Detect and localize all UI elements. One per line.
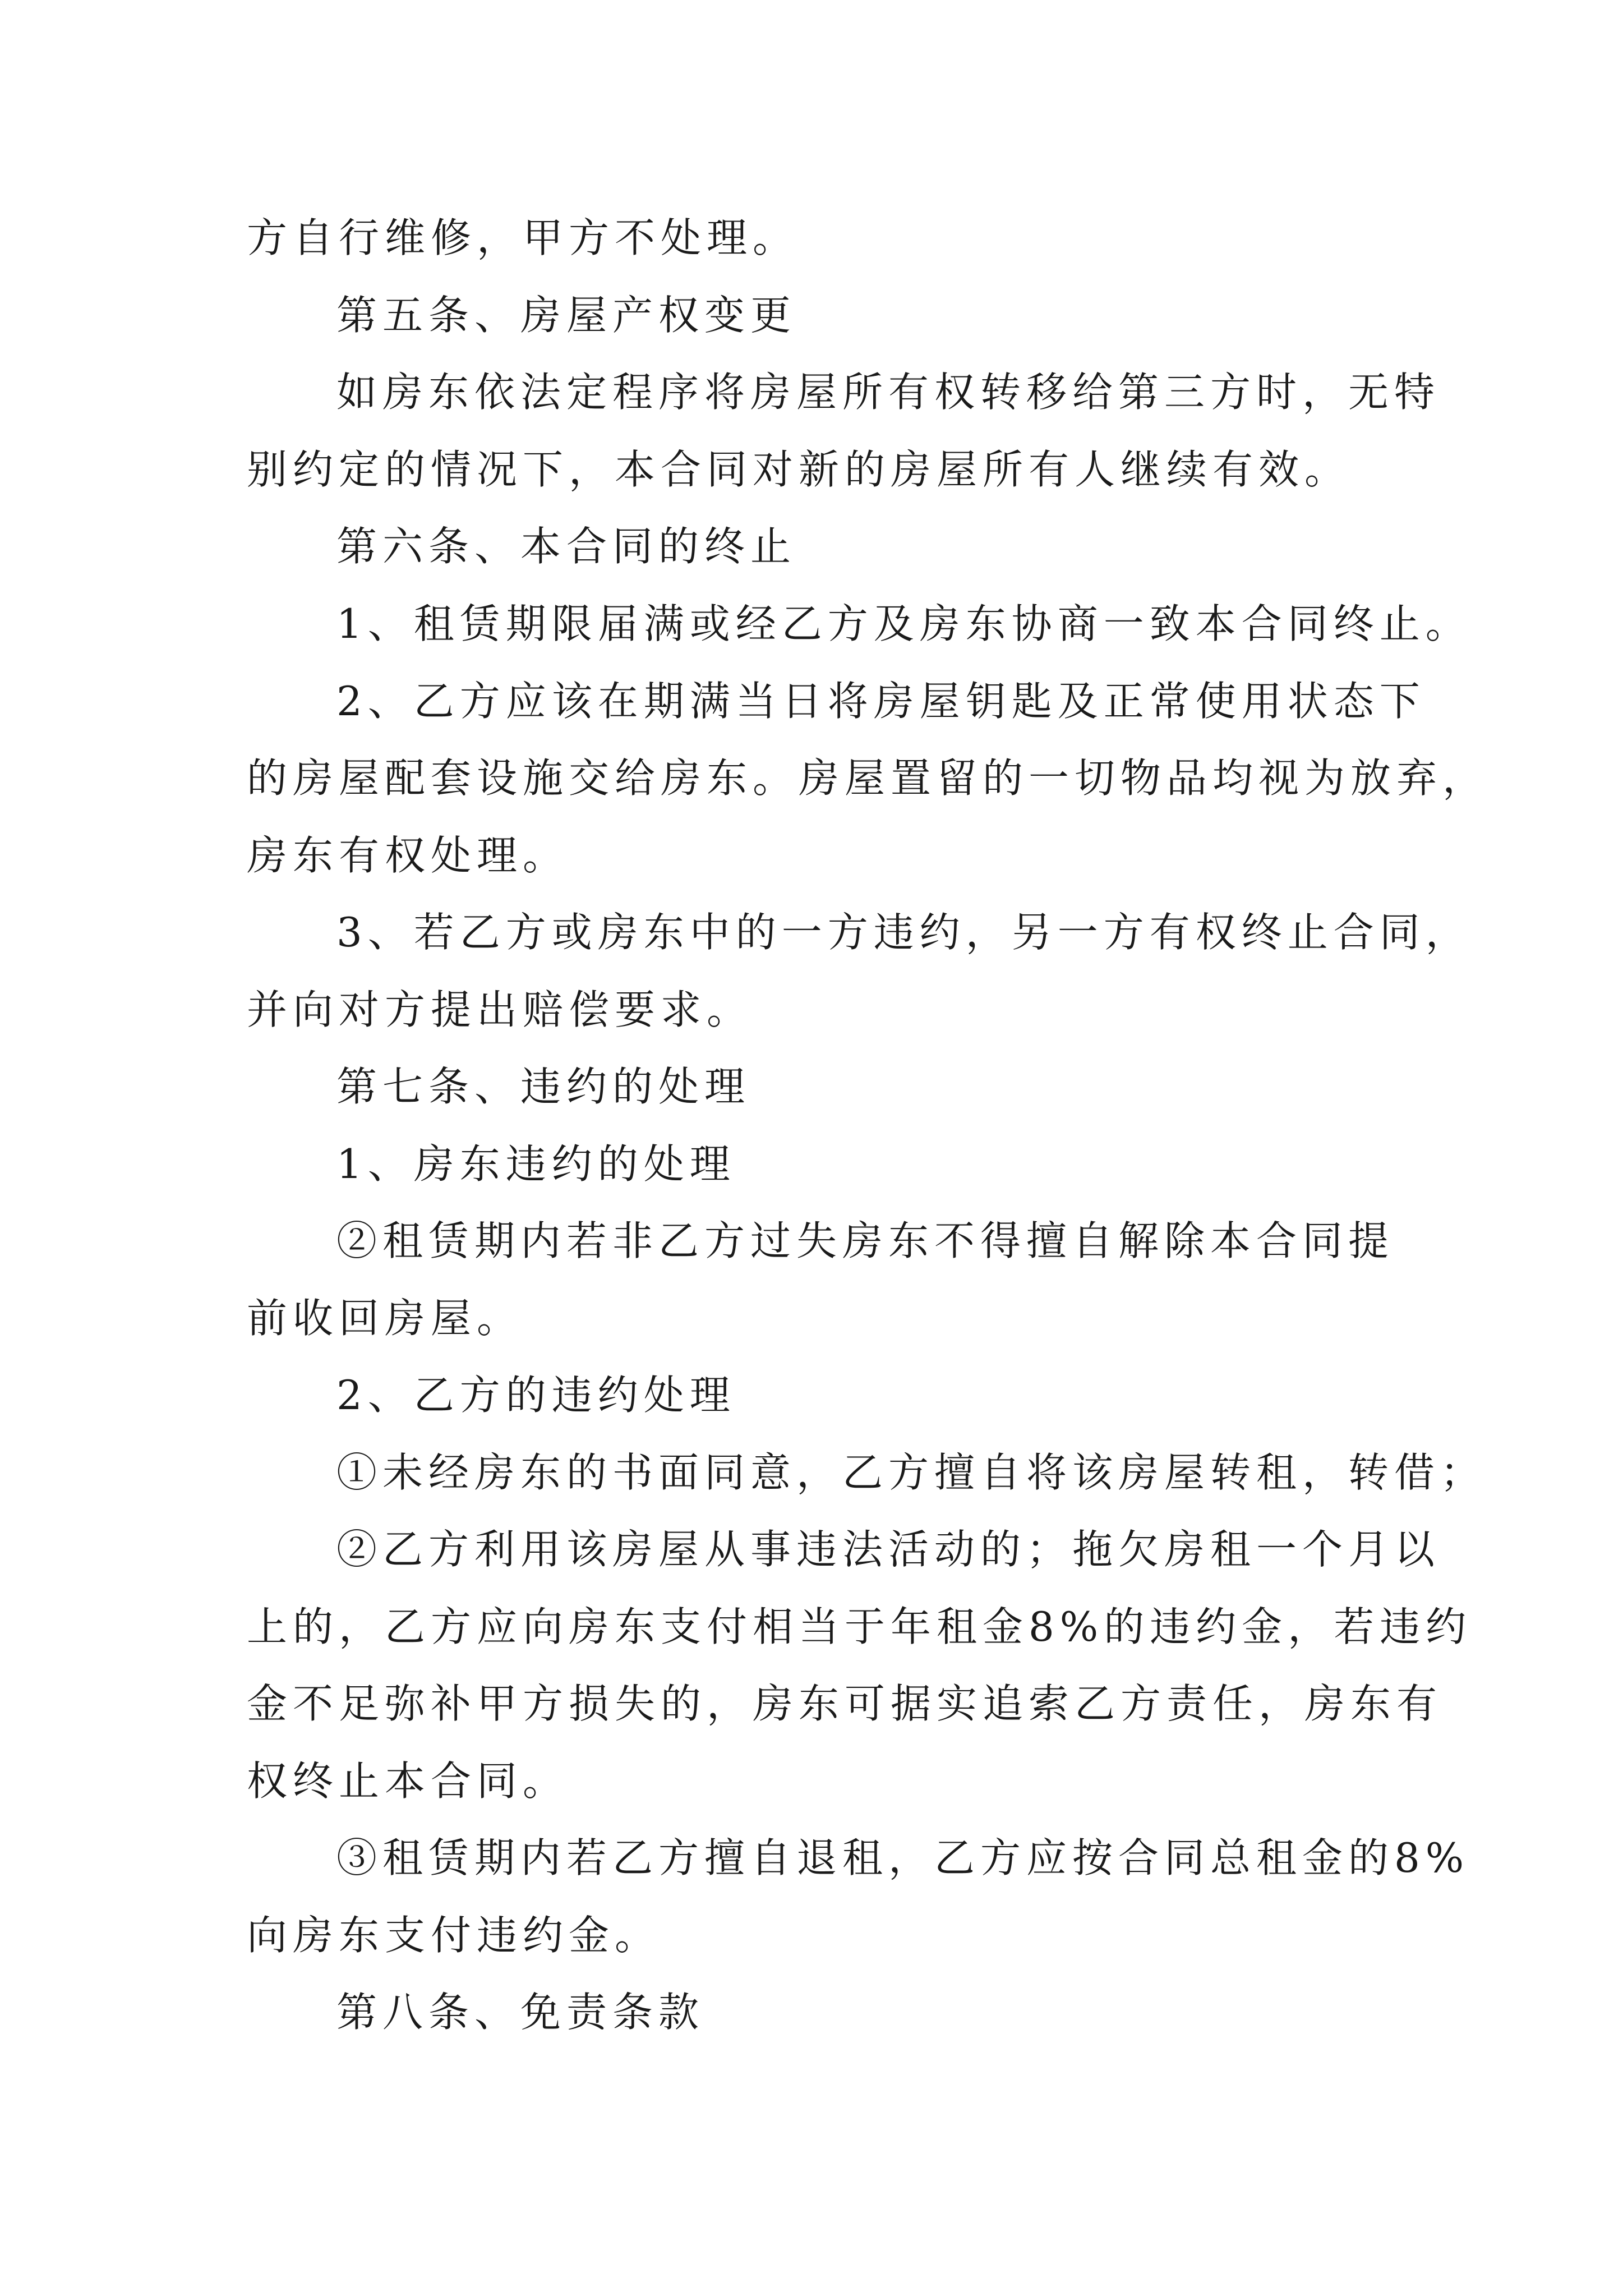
body-text-line: 并向对方提出赔偿要求。 [247,986,753,1033]
clause-item: 2、乙方的违约处理 [336,1372,736,1419]
body-text-line: 金不足弥补甲方损失的，房东可据实追索乙方责任，房东有 [247,1680,1443,1727]
clause-item: 2、乙方应该在期满当日将房屋钥匙及正常使用状态下 [336,678,1426,725]
body-text-line: 别约定的情况下，本合同对新的房屋所有人继续有效。 [247,446,1351,493]
body-text-line: 向房东支付违约金。 [247,1912,661,1959]
clause-item: ②租赁期内若非乙方过失房东不得擅自解除本合同提 [336,1217,1395,1264]
body-text-line: 权终止本合同。 [247,1757,569,1805]
article-heading-6: 第六条、本合同的终止 [336,523,797,570]
body-text-line: 前收回房屋。 [247,1295,523,1342]
clause-item: ②乙方利用该房屋从事违法活动的；拖欠房租一个月以 [336,1526,1441,1573]
body-text-line: 上的，乙方应向房东支付相当于年租金8%的违约金，若违约 [247,1603,1472,1650]
clause-item: 1、租赁期限届满或经乙方及房东协商一致本合同终止。 [336,600,1472,647]
clause-item: 3、若乙方或房东中的一方违约，另一方有权终止合同， [336,909,1472,956]
article-heading-5: 第五条、房屋产权变更 [336,292,797,339]
clause-item: 1、房东违约的处理 [336,1140,736,1188]
clause-item: ①未经房东的书面同意，乙方擅自将该房屋转租，转借； [336,1449,1487,1496]
clause-item: ③租赁期内若乙方擅自退租，乙方应按合同总租金的8% [336,1834,1470,1881]
article-heading-8: 第八条、免责条款 [336,1989,705,2036]
body-text-line: 方自行维修，甲方不处理。 [247,214,799,261]
article-heading-7: 第七条、违约的处理 [336,1063,751,1110]
body-text-line: 房东有权处理。 [247,832,569,879]
body-text-line: 的房屋配套设施交给房东。房屋置留的一切物品均视为放弃， [247,754,1489,802]
body-text-line: 如房东依法定程序将房屋所有权转移给第三方时，无特 [336,369,1441,416]
